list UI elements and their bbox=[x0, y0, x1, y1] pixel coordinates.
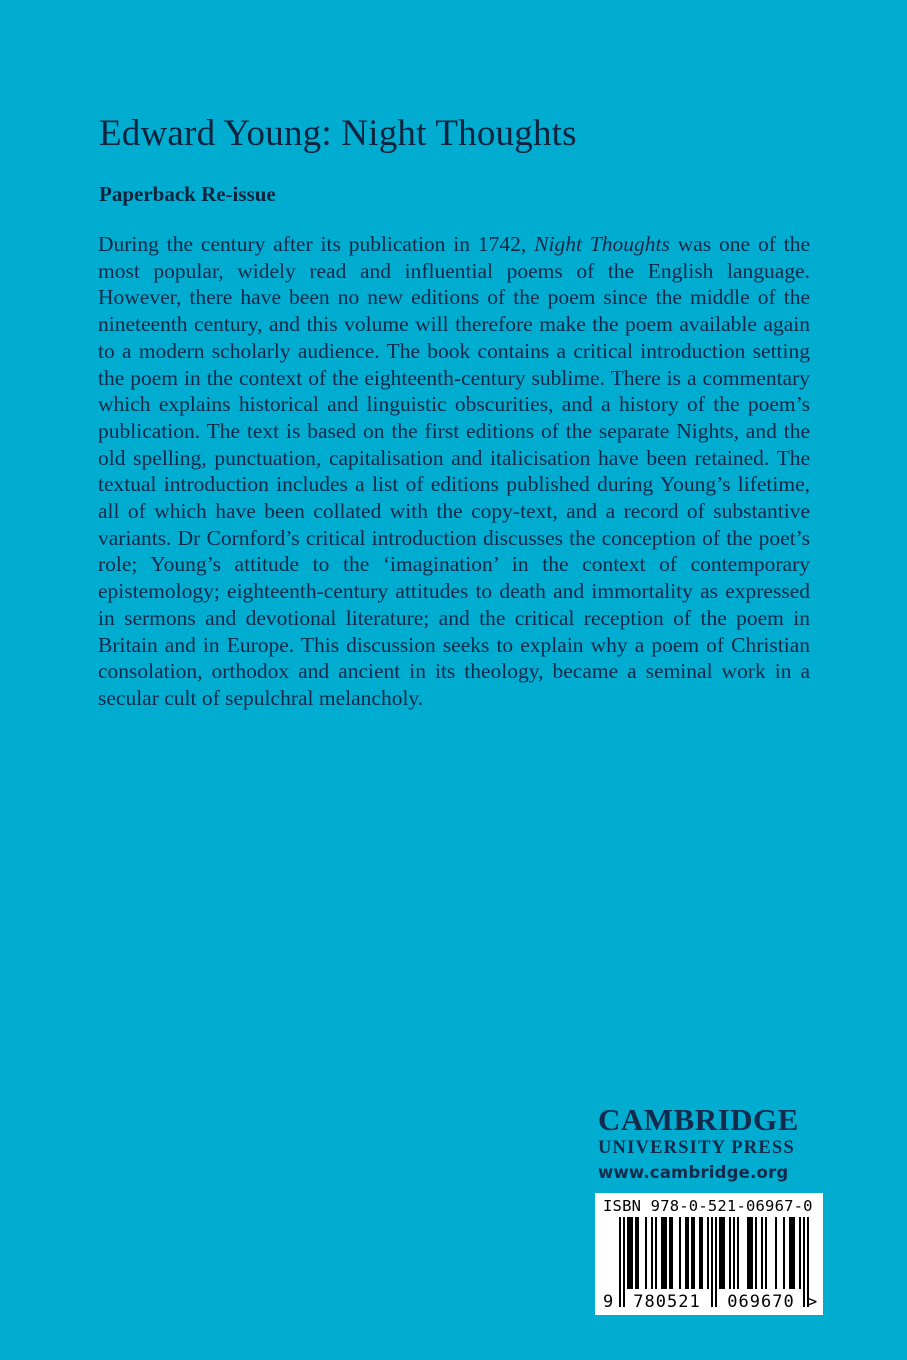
barcode-right-digits: 069670 bbox=[727, 1292, 795, 1312]
description-before-italic: During the century after its publication in 1742, bbox=[98, 232, 535, 256]
edition-label: Paperback Re-issue bbox=[99, 182, 276, 206]
isbn-barcode-box bbox=[595, 1193, 823, 1315]
publisher-block bbox=[598, 1104, 828, 1182]
book-title: Edward Young: Night Thoughts bbox=[99, 113, 577, 154]
book-description bbox=[98, 231, 810, 712]
isbn-label: ISBN 978-0-521-06967-0 bbox=[603, 1197, 813, 1215]
barcode-first-digit: 9 bbox=[603, 1292, 614, 1312]
barcode-left-digits: 780521 bbox=[633, 1292, 701, 1312]
description-italic-title: Night Thoughts bbox=[534, 232, 670, 256]
description-after-italic: was one of the most popular, widely read and influential poems of the English language. However, there have been no new editions of the poem since the middle of the nineteenth century, and this volume will therefore make the poem available again to a modern scholarly audience. The book contains a critical introduction setting the poem in the context of the eighteenth-century sublime. There is a commentary which explains historical and linguistic obscurities, and a history of the poem’s publication. The text is based on the first editions of the separate Nights, and the old spelling, punctuation, capitalisation and italicisation have been retained. The textual introduction includes a list of editions published during Young’s lifetime, all of which have been collated with the copy-text, and a record of substantive variants. Dr Cornford’s critical introduction discusses the conception of the poet’s role; Young’s attitude to the ‘imagination’ in the context of contemporary epistemology; eighteenth-century attitudes to death and immortality as expressed in sermons and devotional literature; and the critical reception of the poem in Britain and in Europe. This discussion seeks to explain why a poem of Christian consolation, orthodox and ancient in its theology, became a seminal work in a secular cult of sepulchral melancholy. bbox=[98, 232, 810, 710]
barcode-quiet-zone-arrow: > bbox=[807, 1292, 818, 1312]
publisher-name: CAMBRIDGE bbox=[598, 1102, 799, 1137]
barcode-area bbox=[603, 1217, 818, 1312]
publisher-website: www.cambridge.org bbox=[598, 1163, 789, 1182]
publisher-subname: UNIVERSITY PRESS bbox=[598, 1138, 795, 1158]
